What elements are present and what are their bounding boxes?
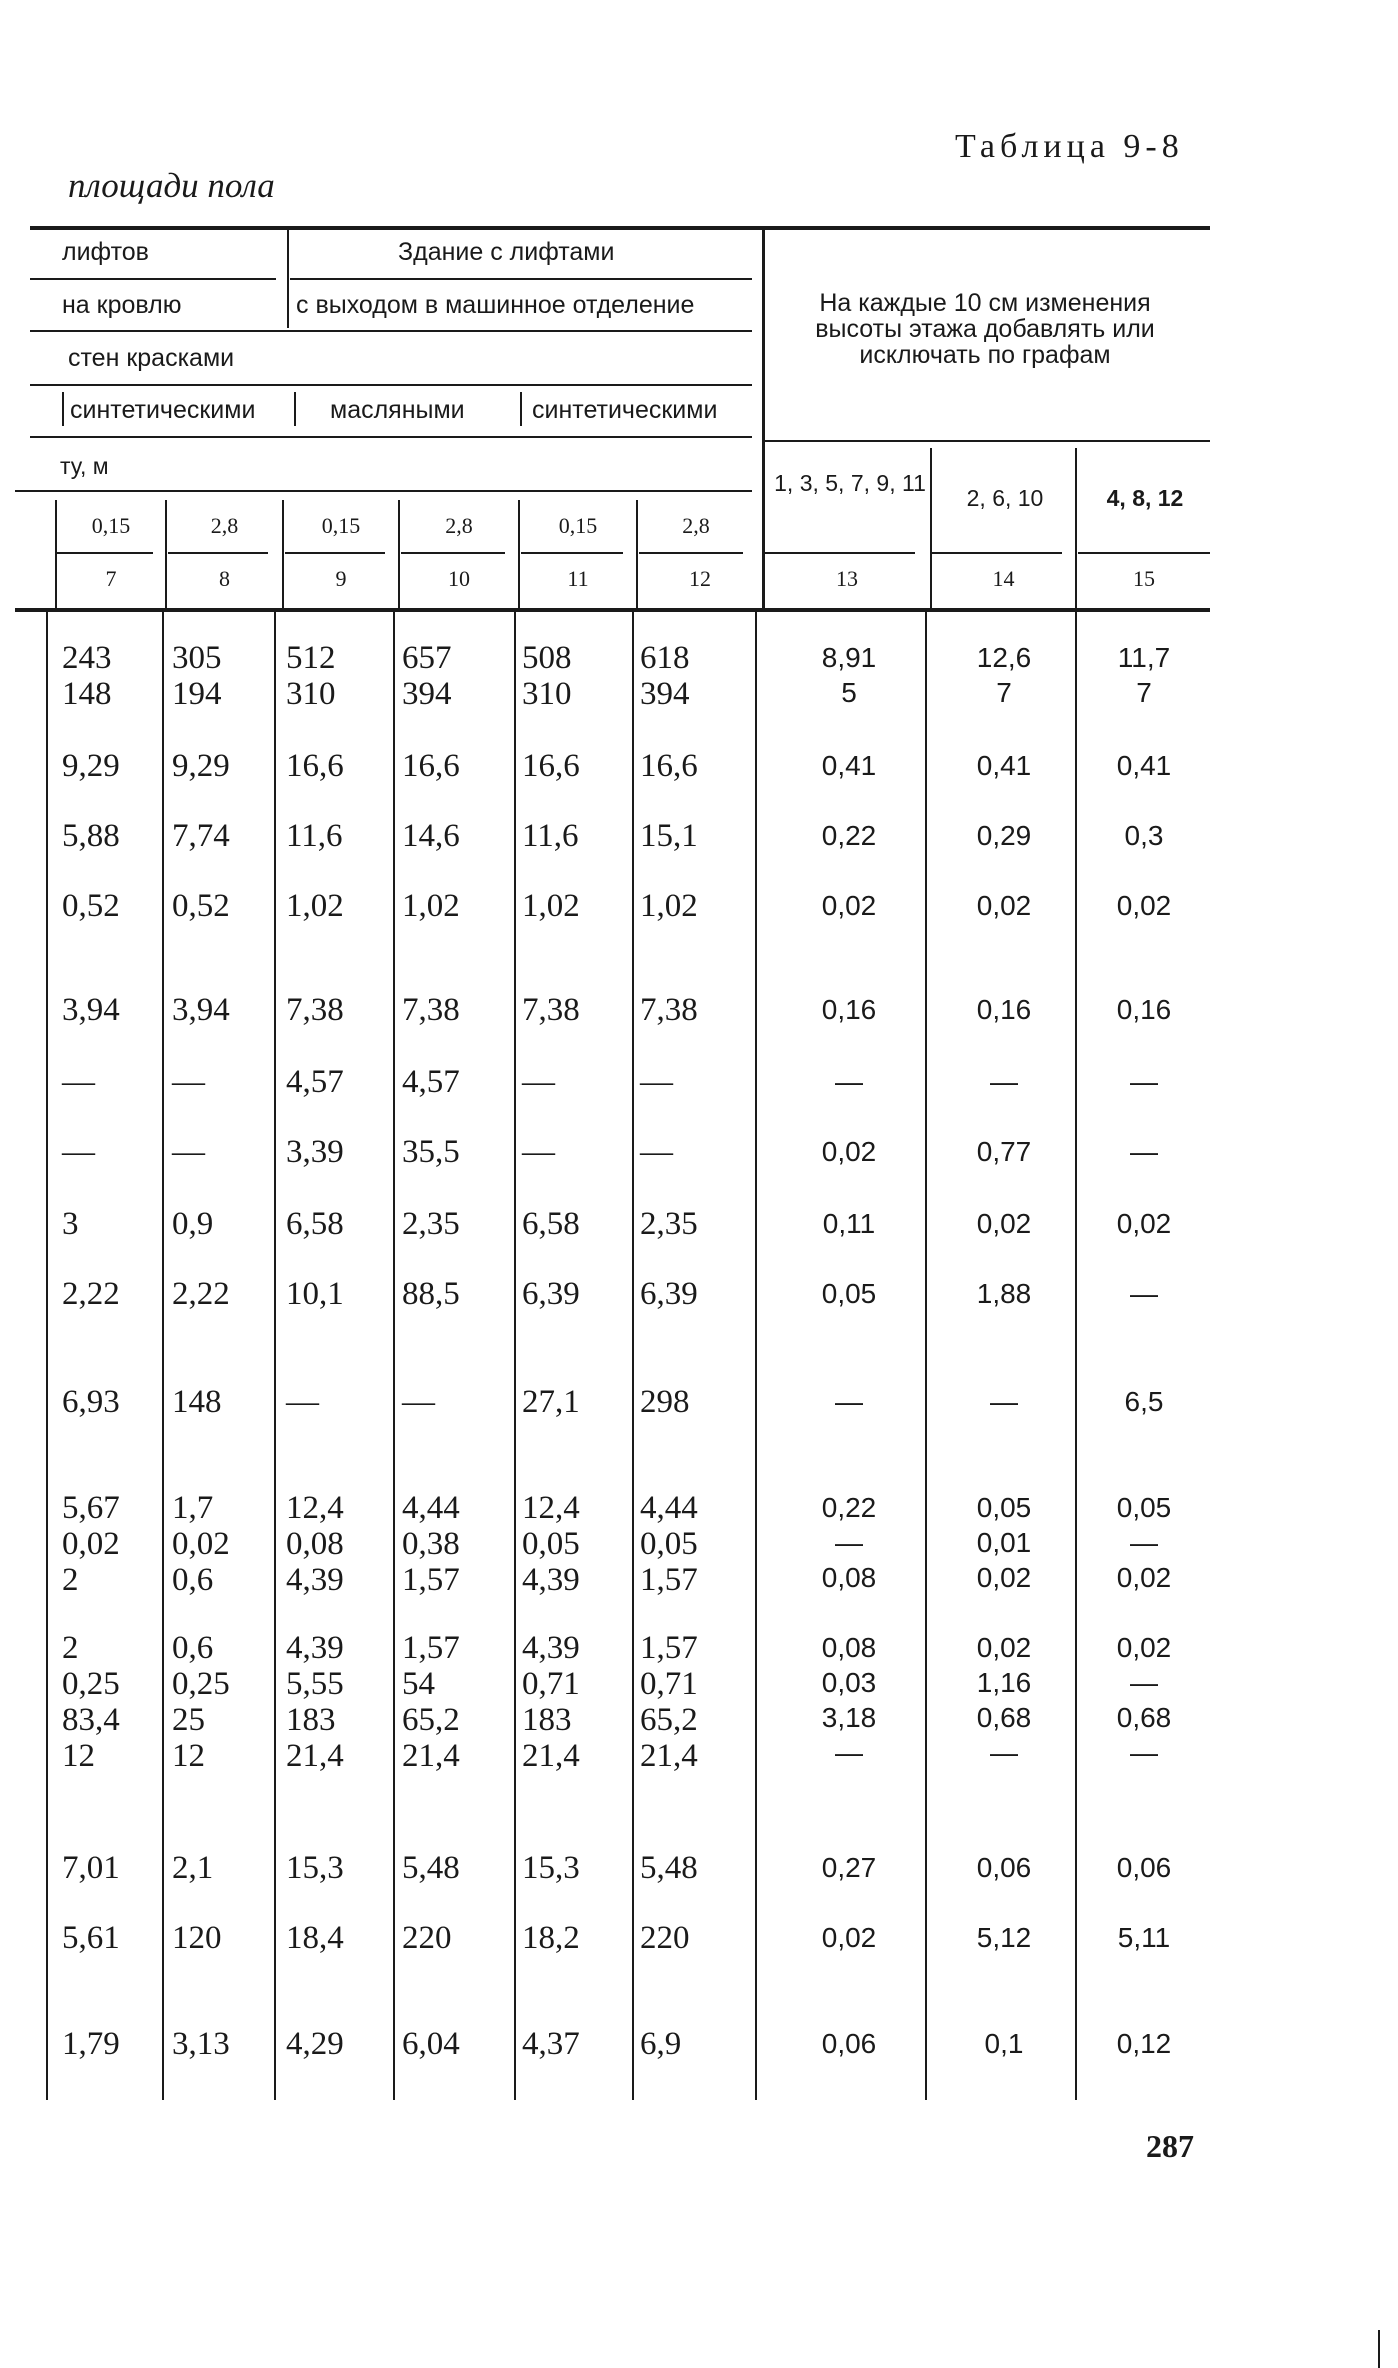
table-cell: 0,02 <box>1116 1208 1172 1239</box>
height-value: 0,15 <box>558 513 598 538</box>
table-cell: 0,9 <box>172 1206 214 1242</box>
table-cell: 6,39 <box>640 1276 698 1312</box>
table-cell: 5,61 <box>62 1920 120 1956</box>
table-cell: 16,6 <box>286 748 344 784</box>
table-cell: 6,9 <box>640 2026 682 2062</box>
table-cell: 618 394 <box>640 640 690 712</box>
table-cell: — <box>990 1386 1018 1417</box>
table-cell: — <box>1130 1136 1158 1167</box>
table-cell: 3,39 <box>286 1134 344 1170</box>
table-cell: 148 <box>172 1384 222 1420</box>
table-cell: 0,22 — 0,08 <box>821 1492 877 1593</box>
table-cell: 0,16 <box>1116 994 1172 1025</box>
table-cell: 15,3 <box>286 1850 344 1886</box>
table-cell: 1,02 <box>402 888 460 924</box>
table-cell: 0,02 <box>976 1208 1032 1239</box>
table-cell: 1,02 <box>286 888 344 924</box>
table-cell: 1,02 <box>522 888 580 924</box>
page-number: 287 <box>1146 2128 1194 2164</box>
table-cell: 6,5 <box>1124 1386 1164 1417</box>
table-cell: 0,22 <box>821 820 877 851</box>
table-cell: 512 310 <box>286 640 336 712</box>
column-rule <box>46 612 48 2100</box>
table-cell: 1,7 0,02 0,6 <box>172 1490 230 1598</box>
header-group-a: 1, 3, 5, 7, 9, 11 <box>774 470 926 496</box>
table-cell: 1,02 <box>640 888 698 924</box>
header-machine-room: с выходом в машинное отделение <box>296 291 695 319</box>
table-cell: 16,6 <box>402 748 460 784</box>
table-cell: 4,44 0,38 1,57 <box>402 1490 460 1598</box>
table-cell: 0,06 <box>1116 1852 1172 1883</box>
height-value: 0,15 <box>321 513 361 538</box>
height-value: 2,8 <box>682 513 710 538</box>
table-cell: — <box>835 1386 863 1417</box>
table-cell: 0,52 <box>62 888 120 924</box>
table-cell: 2,1 <box>172 1850 214 1886</box>
table-cell: 2 0,25 83,4 12 <box>62 1630 120 1774</box>
table-cell: 0,05 0,01 0,02 <box>976 1492 1032 1593</box>
table-cell: 6,39 <box>522 1276 580 1312</box>
height-value: 2,8 <box>445 513 473 538</box>
table-cell: 305 194 <box>172 640 222 712</box>
table-cell: 0,41 <box>976 750 1032 781</box>
header-height: ту, м <box>60 453 109 479</box>
table-cell: 11,6 <box>286 818 343 854</box>
table-cell: 2,35 <box>402 1206 460 1242</box>
table-cell: 5,88 <box>62 818 120 854</box>
table-cell: 0,02 <box>821 1136 877 1167</box>
table-cell: 9,29 <box>62 748 120 784</box>
table-cell: 0,02 1,16 0,68 — <box>976 1632 1032 1768</box>
column-number: 10 <box>448 566 470 591</box>
table-cell: 1,57 0,71 65,2 21,4 <box>640 1630 698 1774</box>
table-cell: 1,57 54 65,2 21,4 <box>402 1630 460 1774</box>
table-cell: 7,38 <box>522 992 580 1028</box>
header-synthetic-2: синтетическими <box>532 396 718 424</box>
table-cell: 0,06 <box>821 2028 877 2059</box>
table-cell: 0,27 <box>821 1852 877 1883</box>
table-cell: 0,77 <box>976 1136 1032 1167</box>
table-cell: 11,6 <box>522 818 579 854</box>
table-cell: 5,12 <box>976 1922 1032 1953</box>
header-group-c: 4, 8, 12 <box>1106 485 1184 511</box>
table-cell: 15,3 <box>522 1850 580 1886</box>
table-cell: 16,6 <box>640 748 698 784</box>
table-cell: 7,38 <box>402 992 460 1028</box>
table-cell: 12,6 7 <box>976 642 1032 708</box>
table-cell: 10,1 <box>286 1276 344 1312</box>
table-cell: 15,1 <box>640 818 698 854</box>
table-cell: 4,39 0,71 183 21,4 <box>522 1630 580 1774</box>
table-cell: — <box>62 1064 95 1100</box>
column-number: 14 <box>992 566 1015 591</box>
table-cell: 6,93 <box>62 1384 120 1420</box>
column-number: 7 <box>105 566 117 591</box>
table-cell: 243 148 <box>62 640 112 712</box>
table-cell: 4,57 <box>402 1064 460 1100</box>
table-cell: 4,39 5,55 183 21,4 <box>286 1630 344 1774</box>
table-cell: 0,12 <box>1116 2028 1172 2059</box>
table-cell: 0,3 <box>1124 820 1164 851</box>
table-cell: — <box>522 1134 555 1170</box>
table-cell: 508 310 <box>522 640 572 712</box>
column-number: 8 <box>219 566 230 591</box>
header-synthetic-1: синтетическими <box>70 396 256 424</box>
table-cell: — <box>62 1134 95 1170</box>
table-cell: 657 394 <box>402 640 452 712</box>
table-cell: 0,02 <box>1116 890 1172 921</box>
table-cell: 0,1 <box>984 2028 1024 2059</box>
header-per-10cm: На каждые 10 см изменения высоты этажа добавлять или исключать по графам <box>815 289 1155 369</box>
table-cell: 220 <box>402 1920 452 1956</box>
column-rule <box>755 612 757 2100</box>
table-cell: 6,58 <box>286 1206 344 1242</box>
table-cell: 1,79 <box>62 2026 120 2062</box>
table-cell: 120 <box>172 1920 222 1956</box>
table-cell: 2,35 <box>640 1206 698 1242</box>
table-cell: — <box>172 1134 205 1170</box>
table-cell: 0,6 0,25 25 12 <box>172 1630 230 1774</box>
table-cell: 12,4 0,05 4,39 <box>522 1490 580 1598</box>
header-walls-paint: стен красками <box>68 344 235 372</box>
table-cell: 2,22 <box>172 1276 230 1312</box>
table-cell: — <box>402 1384 435 1420</box>
table-cell: — <box>990 1066 1018 1097</box>
table-cell: 16,6 <box>522 748 580 784</box>
table-cell: 298 <box>640 1384 690 1420</box>
table-cell: 0,02 <box>976 890 1032 921</box>
table-cell: — <box>522 1064 555 1100</box>
column-number: 11 <box>567 566 589 591</box>
table-cell: 0,06 <box>976 1852 1032 1883</box>
table-subtitle: площади пола <box>68 166 275 205</box>
table-cell: 4,44 0,05 1,57 <box>640 1490 698 1598</box>
table-cell: 6,58 <box>522 1206 580 1242</box>
table-cell: — <box>172 1064 205 1100</box>
table-cell: 0,02 <box>821 890 877 921</box>
table-cell: 0,29 <box>976 820 1032 851</box>
column-number: 9 <box>335 566 347 591</box>
table-cell: — <box>286 1384 319 1420</box>
header-group-b: 2, 6, 10 <box>966 485 1044 511</box>
table-cell: 0,08 0,03 3,18 — <box>821 1632 877 1768</box>
table-cell: 4,57 <box>286 1064 344 1100</box>
column-number: 15 <box>1133 566 1155 591</box>
table-cell: 220 <box>640 1920 690 1956</box>
table-cell: 0,02 — 0,68 — <box>1116 1632 1172 1768</box>
table-cell: 0,05 <box>821 1278 877 1309</box>
header-lifts: лифтов <box>62 238 149 266</box>
table-cell: 18,2 <box>522 1920 580 1956</box>
column-rule <box>514 612 516 2100</box>
table-cell: 14,6 <box>402 818 460 854</box>
table-cell: 2,22 <box>62 1276 120 1312</box>
table-cell: 7,01 <box>62 1850 120 1886</box>
table-cell: 5,48 <box>640 1850 698 1886</box>
table-cell: 9,29 <box>172 748 230 784</box>
table-cell: 1,88 <box>976 1278 1032 1309</box>
column-rule <box>1075 612 1077 2100</box>
table-cell: 3,94 <box>172 992 230 1028</box>
table-cell: 3 <box>62 1206 79 1242</box>
table-cell: 18,4 <box>286 1920 344 1956</box>
table-cell: 12,4 0,08 4,39 <box>286 1490 344 1598</box>
table-cell: 3,13 <box>172 2026 230 2062</box>
table-cell: 5,48 <box>402 1850 460 1886</box>
table-cell: 0,16 <box>976 994 1032 1025</box>
table-cell: 4,37 <box>522 2026 580 2062</box>
table-cell: 11,7 7 <box>1117 642 1171 708</box>
table-cell: 8,91 5 <box>821 642 877 708</box>
header-to-roof: на кровлю <box>62 291 182 319</box>
column-number: 13 <box>836 566 858 591</box>
table-cell: 88,5 <box>402 1276 460 1312</box>
height-value: 2,8 <box>210 513 239 538</box>
table-cell: 7,38 <box>640 992 698 1028</box>
table-cell: 3,94 <box>62 992 120 1028</box>
table-cell: — <box>835 1066 863 1097</box>
table-cell: 27,1 <box>522 1384 580 1420</box>
table-cell: — <box>640 1134 673 1170</box>
table-cell: 0,11 <box>822 1208 876 1239</box>
table-cell: 7,74 <box>172 818 230 854</box>
table-cell: 4,29 <box>286 2026 344 2062</box>
table-cell: 0,16 <box>821 994 877 1025</box>
table-cell: 0,52 <box>172 888 230 924</box>
table-cell: 0,05 — 0,02 <box>1116 1492 1172 1593</box>
table-cell: — <box>1130 1278 1158 1309</box>
table-title: Таблица 9-8 <box>955 128 1184 165</box>
table-cell: — <box>1130 1066 1158 1097</box>
table-cell: 5,11 <box>1117 1922 1171 1953</box>
table-cell: 35,5 <box>402 1134 460 1170</box>
table-cell: 0,41 <box>821 750 877 781</box>
table-cell: 0,41 <box>1116 750 1172 781</box>
header-building-with-lifts: Здание с лифтами <box>398 238 615 266</box>
column-number: 12 <box>689 566 711 591</box>
header-oil: масляными <box>330 396 465 424</box>
height-value: 0,15 <box>91 513 131 538</box>
table-cell: 7,38 <box>286 992 344 1028</box>
table-cell: 5,67 0,02 2 <box>62 1490 120 1598</box>
table-cell: — <box>640 1064 673 1100</box>
table-cell: 6,04 <box>402 2026 460 2062</box>
table-cell: 0,02 <box>821 1922 877 1953</box>
